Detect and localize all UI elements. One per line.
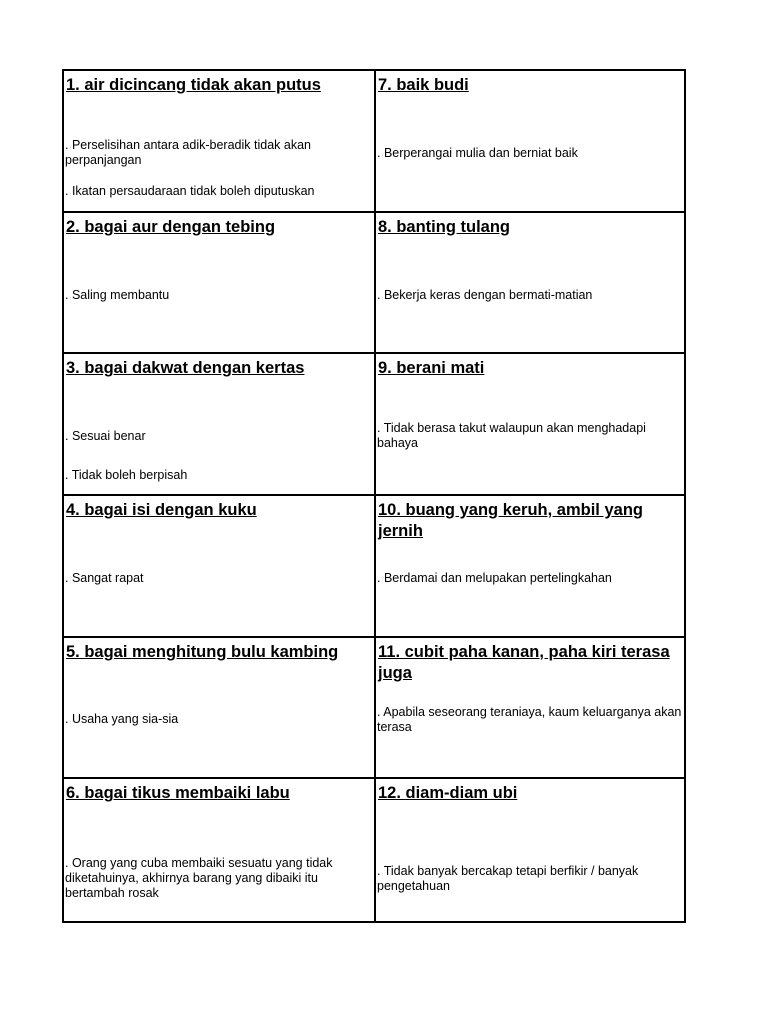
proverb-meaning [65,288,370,303]
table-cell [64,638,376,780]
table-cell [376,213,686,355]
meaning-line: . Sesuai benar [65,429,146,444]
proverb-meaning [377,705,682,735]
proverb-title: 9. berani mati [378,359,485,378]
table-cell [64,354,376,496]
proverb-meaning [65,138,370,199]
table-cell [376,71,686,213]
proverb-meaning [377,864,682,894]
proverb-title: 11. cubit paha kanan, paha kiri terasa juga [378,642,670,682]
proverb-title: 5. bagai menghitung bulu kambing [66,642,339,661]
meaning-line: . Tidak banyak bercakap tetapi berfikir / banyak pengetahuan [377,864,639,894]
proverb-table [62,69,686,923]
proverb-title: 2. bagai aur dengan tebing [66,217,276,236]
table-cell [376,496,686,638]
proverb-meaning [65,429,370,483]
proverb-meaning [65,571,370,586]
meaning-line: . Bekerja keras dengan bermati-matian [377,287,593,302]
proverb-title: 8. banting tulang [378,217,510,236]
proverb-title: 12. diam-diam ubi [378,784,518,803]
proverb-title: 10. buang yang keruh, ambil yang jernih [378,501,643,540]
table-cell [64,496,376,638]
table-cell [64,71,376,213]
proverb-title: 4. bagai isi dengan kuku [66,501,257,519]
table-cell [64,779,376,921]
meaning-line: . Usaha yang sia-sia [65,711,179,726]
table-cell [64,213,376,355]
meaning-line: . Tidak boleh berpisah [65,468,188,483]
proverb-title: 6. bagai tikus membaiki labu [66,784,290,803]
table-cell [376,354,686,496]
meaning-line: . Berperangai mulia dan berniat baik [377,146,578,160]
proverb-meaning [377,571,682,586]
table-cell [376,779,686,921]
proverb-meaning [377,421,682,451]
table-cell [376,638,686,780]
proverb-meaning [65,712,370,727]
meaning-line: . Orang yang cuba membaiki sesuatu yang tidak diketahuinya, akhirnya barang yang dibaiki itu bertambah rosak [65,856,333,901]
proverb-title: 3. bagai dakwat dengan kertas [66,359,305,378]
meaning-line: . Sangat rapat [65,571,144,585]
proverb-title: 1. air dicincang tidak akan putus [66,76,321,94]
meaning-line: . Berdamai dan melupakan pertelingkahan [377,571,612,585]
meaning-line: . Ikatan persaudaraan tidak boleh diputuskan [65,184,315,198]
meaning-line: . Tidak berasa takut walaupun akan menghadapi bahaya [377,421,646,451]
proverb-title: 7. baik budi [378,76,469,94]
proverb-meaning [377,288,682,303]
meaning-line: . Apabila seseorang teraniaya, kaum keluarganya akan terasa [377,704,682,734]
proverb-meaning [377,146,682,161]
meaning-line: . Saling membantu [65,287,170,302]
meaning-line: . Perselisihan antara adik-beradik tidak akan perpanjangan [65,138,311,167]
proverb-meaning [65,856,370,901]
